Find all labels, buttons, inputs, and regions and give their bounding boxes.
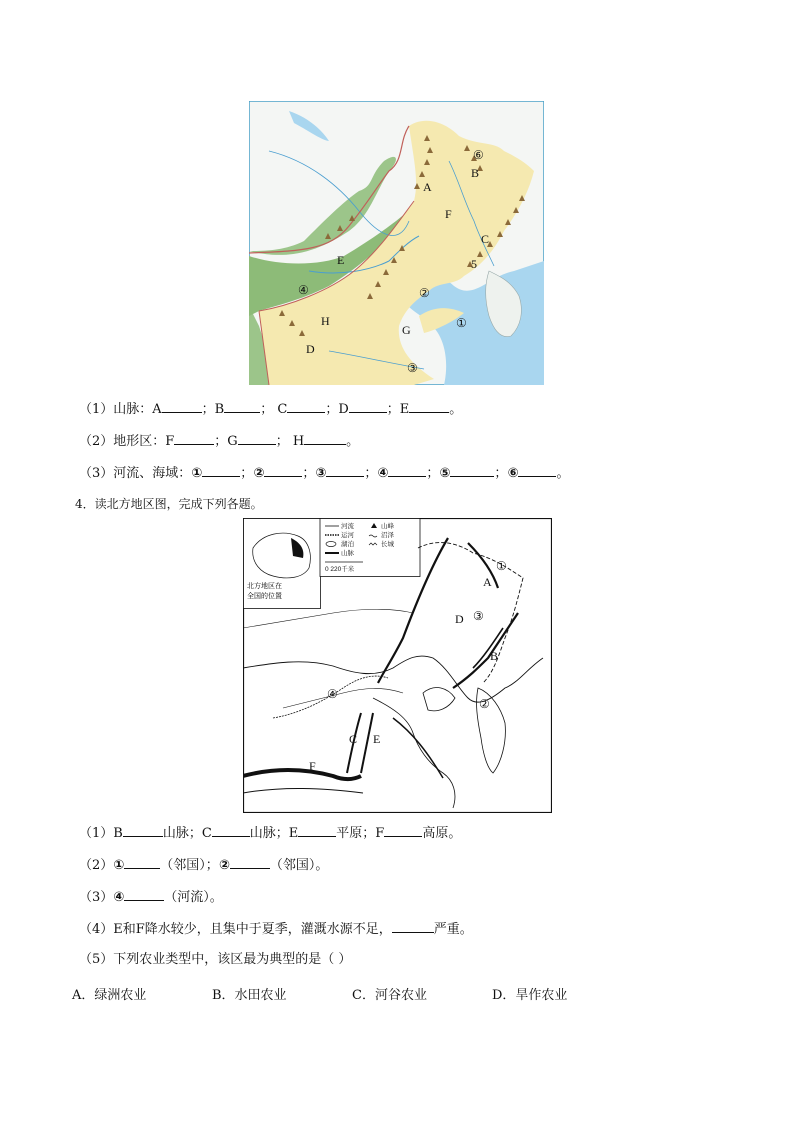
legend-river: 河流 xyxy=(341,523,354,530)
q4-l1-prefix: （1）B xyxy=(79,826,123,841)
blank[interactable] xyxy=(162,400,202,413)
inset-caption-1: 北方地区在 xyxy=(247,583,282,590)
circled-2: ② xyxy=(253,466,265,481)
q3-line-1 xyxy=(79,400,462,418)
legend-mountain: 山脉 xyxy=(341,550,354,557)
inset-caption-2: 全国的位置 xyxy=(247,593,282,600)
q4-intro: 4．读北方地区图，完成下列各题。 xyxy=(75,497,263,511)
q4-l3-a: （河流）。 xyxy=(164,890,223,905)
blank[interactable] xyxy=(124,856,160,869)
map1-label-3: ③ xyxy=(407,361,418,375)
circled-1: ① xyxy=(113,858,125,873)
q4-l2-prefix: （2） xyxy=(79,858,114,873)
q4-l4-text: （4）E和F降水较少，且集中于夏季，灌溉水源不足， xyxy=(79,922,392,937)
q3-l1-e: 。 xyxy=(449,402,463,417)
circled-6: ⑥ xyxy=(507,466,519,481)
map1-label-b: B xyxy=(471,166,480,180)
blank[interactable] xyxy=(123,824,163,837)
q4-l1-a: 山脉；C xyxy=(162,826,212,841)
q4-l1-c: 平原；F xyxy=(336,826,385,841)
sep: ； xyxy=(302,466,316,481)
q3-line-2 xyxy=(79,432,359,450)
map2-label-a: A xyxy=(483,575,492,589)
q3-line-3 xyxy=(79,464,569,482)
sep: ； xyxy=(364,466,378,481)
q3-l2-c: 。 xyxy=(346,434,360,449)
q4-l2-b: （邻国）。 xyxy=(269,858,329,873)
circled-4: ④ xyxy=(377,466,389,481)
blank[interactable] xyxy=(212,824,250,837)
q4-line-3 xyxy=(79,888,223,906)
legend-great-wall: 长城 xyxy=(381,541,394,548)
option-b[interactable]: B．水田农业 xyxy=(212,988,287,1003)
sep: 。 xyxy=(556,466,570,481)
map1-label-h: H xyxy=(321,314,330,328)
option-d[interactable]: D．旱作农业 xyxy=(492,988,568,1003)
blank[interactable] xyxy=(124,888,164,901)
map2-label-c: C xyxy=(349,732,358,746)
blank[interactable] xyxy=(388,464,426,477)
q4-l3-prefix: （3） xyxy=(79,890,114,905)
q3-l1-prefix: （1）山脉：A xyxy=(79,402,162,417)
map2-label-3: ③ xyxy=(473,609,484,623)
map1-label-6: ⑥ xyxy=(473,148,484,162)
q3-l2-a: ；G xyxy=(214,434,238,449)
q3-l2-b: ； H xyxy=(275,434,305,449)
map2-label-1: ① xyxy=(496,559,507,573)
blank[interactable] xyxy=(298,824,336,837)
map1-label-1: ① xyxy=(456,316,467,330)
circled-3: ③ xyxy=(315,466,327,481)
q4-l4-suffix: 严重。 xyxy=(433,922,473,937)
map1-label-4: ④ xyxy=(298,283,309,297)
legend-canal: 运河 xyxy=(341,532,354,539)
q4-l2-a: （邻国）； xyxy=(160,858,219,873)
q4-line-4 xyxy=(79,920,473,938)
map2-label-d: D xyxy=(455,612,464,626)
map1-label-a: A xyxy=(423,180,432,194)
legend-scale: 0 220千米 xyxy=(325,566,355,573)
map1-label-g: G xyxy=(402,323,411,337)
blank[interactable] xyxy=(349,400,387,413)
q3-l1-a: ；B xyxy=(201,402,225,417)
map2-label-f: F xyxy=(309,759,316,773)
q4-line-5: （5）下列农业类型中，该区最为典型的是（ ） xyxy=(79,952,352,967)
map1-label-5: 5 xyxy=(471,257,477,271)
outline-map-north-region xyxy=(243,518,552,813)
q3-l2-prefix: （2）地形区：F xyxy=(79,434,175,449)
circled-5: ⑤ xyxy=(439,466,451,481)
blank[interactable] xyxy=(224,400,260,413)
blank[interactable] xyxy=(326,464,364,477)
map2-label-e: E xyxy=(373,732,381,746)
blank[interactable] xyxy=(450,464,494,477)
map2-label-b: B xyxy=(490,649,499,663)
legend-peak: 山峰 xyxy=(381,523,394,530)
q3-l3-prefix: （3）河流、海域： xyxy=(79,466,192,481)
blank[interactable] xyxy=(304,432,346,445)
circled-2: ② xyxy=(218,858,230,873)
q4-l1-d: 高原。 xyxy=(422,826,462,841)
circled-1: ① xyxy=(191,466,203,481)
q4-line-2 xyxy=(79,856,328,874)
blank[interactable] xyxy=(238,432,276,445)
map2-label-2: ② xyxy=(479,697,490,711)
option-c[interactable]: C．河谷农业 xyxy=(352,988,427,1003)
legend-swamp: 沼泽 xyxy=(381,532,394,539)
sep: ； xyxy=(494,466,508,481)
blank[interactable] xyxy=(202,464,240,477)
q3-l1-c: ；D xyxy=(325,402,349,417)
map2-label-4: ④ xyxy=(327,687,338,701)
map1-label-d: D xyxy=(306,342,315,356)
blank[interactable] xyxy=(518,464,556,477)
blank[interactable] xyxy=(287,400,325,413)
q4-line-1 xyxy=(79,824,461,842)
q3-l1-d: ；E xyxy=(386,402,410,417)
q4-l1-b: 山脉；E xyxy=(249,826,299,841)
blank[interactable] xyxy=(264,464,302,477)
map1-label-2: ② xyxy=(419,286,430,300)
sep: ； xyxy=(240,466,254,481)
blank[interactable] xyxy=(384,824,422,837)
map1-label-e: E xyxy=(337,253,345,267)
q3-l1-b: ； C xyxy=(260,402,288,417)
sep: ； xyxy=(426,466,440,481)
blank[interactable] xyxy=(174,432,214,445)
blank[interactable] xyxy=(409,400,449,413)
legend-lake: 湖泊 xyxy=(341,541,354,548)
topographic-map-north-china xyxy=(249,101,544,385)
circled-4: ④ xyxy=(113,890,125,905)
blank[interactable] xyxy=(392,920,434,933)
map1-label-c: C xyxy=(481,232,490,246)
map1-label-f: F xyxy=(445,207,452,221)
blank[interactable] xyxy=(230,856,270,869)
option-a[interactable]: A．绿洲农业 xyxy=(72,988,147,1003)
